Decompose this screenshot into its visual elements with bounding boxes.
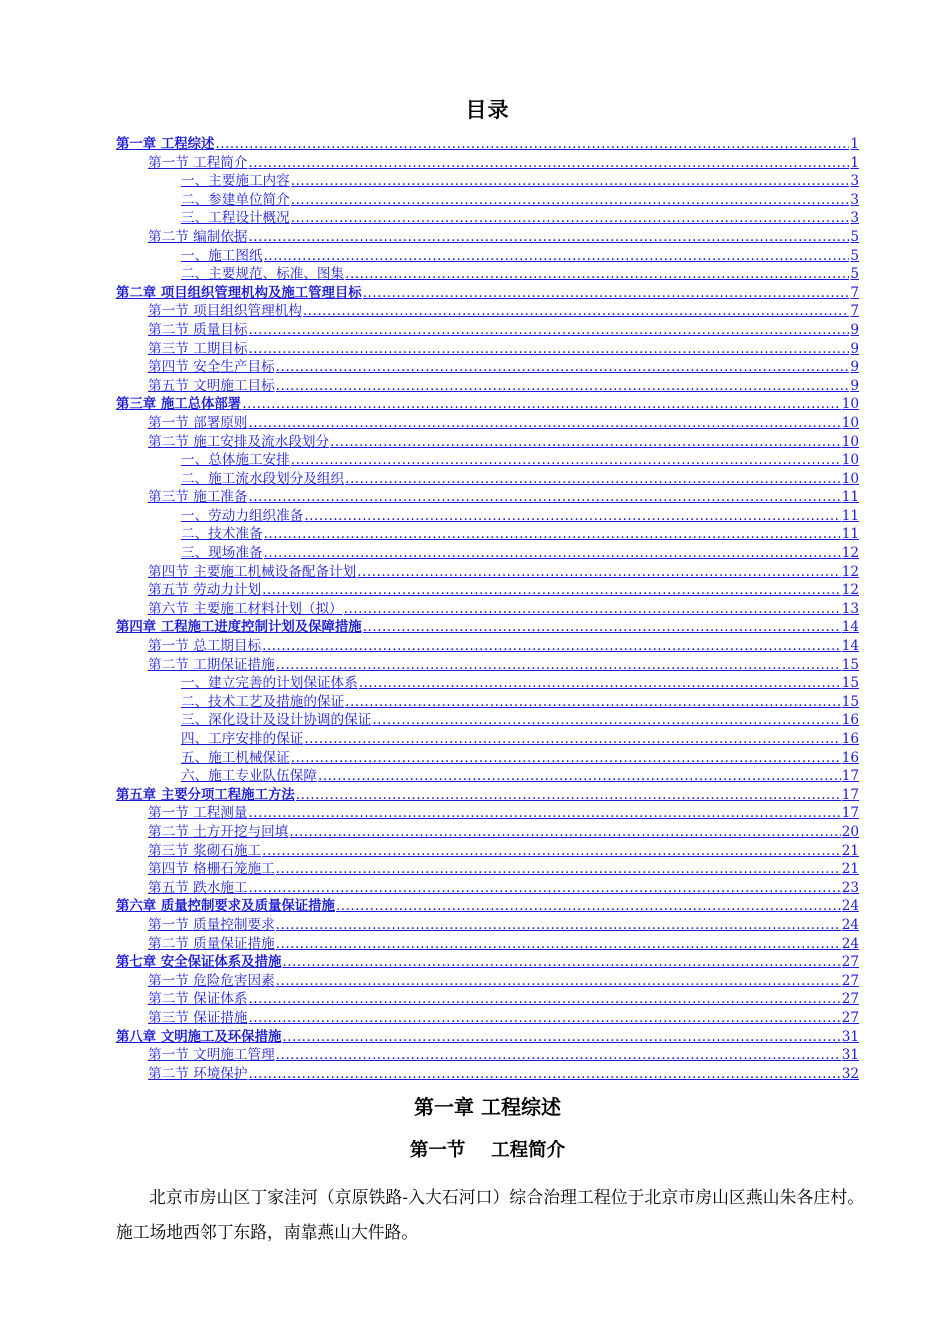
toc-entry-page: 20 [841, 823, 859, 840]
toc-entry-page: 11 [841, 489, 859, 506]
toc-leader-dots [345, 693, 841, 712]
toc-entry[interactable] [116, 990, 859, 1009]
toc-entry-page: 32 [841, 1065, 859, 1082]
toc-title: 目录 [465, 98, 510, 122]
toc-entry-page: 27 [841, 954, 859, 971]
toc-leader-dots [276, 916, 841, 935]
toc-entry[interactable] [116, 507, 859, 526]
toc-leader-dots [344, 600, 841, 619]
toc-entry[interactable] [116, 172, 859, 191]
toc-leader-dots [248, 414, 840, 433]
toc-entry[interactable] [116, 544, 859, 563]
toc-entry[interactable] [116, 302, 859, 321]
toc-entry-page: 27 [841, 991, 859, 1008]
toc-leader-dots [248, 1009, 840, 1028]
toc-leader-dots [345, 470, 841, 489]
toc-leader-dots [304, 507, 840, 526]
toc-entry-title: 第二章 项目组织管理机构及施工管理目标 [116, 285, 362, 301]
toc-entry[interactable] [116, 377, 859, 396]
toc-entry-title: 三、深化设计及设计协调的保证 [181, 712, 372, 729]
toc-entry-page: 13 [841, 600, 859, 617]
toc-leader-dots [248, 879, 840, 898]
toc-entry-title: 第一节 工程简介 [148, 154, 248, 171]
toc-leader-dots [264, 525, 841, 544]
toc-leader-dots [372, 711, 840, 730]
toc-entry[interactable] [116, 265, 859, 284]
toc-leader-dots [357, 563, 840, 582]
toc-entry-title: 第五节 跌水施工 [148, 879, 248, 896]
toc-entry-title: 第四节 安全生产目标 [148, 359, 275, 376]
toc-entry-page: 24 [841, 898, 859, 915]
toc-entry-page: 14 [841, 619, 859, 636]
toc-entry[interactable] [116, 321, 859, 340]
toc-entry-title: 第一节 质量控制要求 [148, 916, 275, 933]
toc-entry[interactable] [116, 488, 859, 507]
toc-entry[interactable] [116, 451, 859, 470]
toc-entry-title: 第二节 质量保证措施 [148, 935, 275, 952]
toc-entry[interactable] [116, 804, 859, 823]
toc-leader-dots [262, 637, 841, 656]
toc-entry-page: 10 [841, 396, 859, 413]
toc-entry-title: 第五节 文明施工目标 [148, 377, 275, 394]
toc-leader-dots [303, 302, 849, 321]
toc-entry-page: 17 [841, 805, 859, 822]
toc-entry[interactable] [116, 563, 859, 582]
toc-entry-title: 第一章 工程综述 [116, 137, 215, 152]
toc-entry[interactable] [116, 525, 859, 544]
toc-entry[interactable] [116, 135, 859, 154]
toc-entry-title: 第二节 施工安排及流水段划分 [148, 433, 330, 450]
toc-entry-page: 10 [841, 470, 859, 487]
toc-entry-title: 三、工程设计概况 [181, 210, 290, 227]
toc-entry[interactable] [116, 637, 859, 656]
toc-leader-dots [276, 860, 841, 879]
toc-entry-title: 第三节 保证措施 [148, 1009, 248, 1026]
toc-entry-title: 第一节 总工期目标 [148, 638, 262, 655]
toc-entry-page: 24 [841, 916, 859, 933]
toc-entry[interactable] [116, 674, 859, 693]
toc-entry-title: 一、总体施工安排 [181, 452, 290, 469]
toc-entry-title: 第二节 土方开挖与回填 [148, 823, 289, 840]
toc-entry-page: 9 [850, 377, 859, 394]
toc-entry-page: 3 [850, 210, 859, 227]
toc-entry-page: 12 [841, 582, 859, 599]
toc-leader-dots [248, 804, 840, 823]
toc-entry-page: 21 [841, 842, 859, 859]
toc-entry[interactable] [116, 191, 859, 210]
toc-entry-page: 5 [850, 266, 859, 283]
section-heading: 第一节 工程简介 [409, 1140, 566, 1161]
toc-leader-dots [363, 284, 850, 303]
toc-entry[interactable] [116, 879, 859, 898]
toc-entry[interactable] [116, 414, 859, 433]
toc-entry[interactable] [116, 749, 859, 768]
toc-entry[interactable] [116, 711, 859, 730]
toc-leader-dots [330, 433, 841, 452]
toc-entry[interactable] [116, 823, 859, 842]
toc-entry-title: 第三章 施工总体部署 [116, 397, 242, 413]
toc-entry[interactable] [116, 953, 859, 972]
toc-entry-page: 5 [850, 247, 859, 264]
toc-entry-page: 31 [841, 1047, 859, 1064]
toc-entry-page: 14 [841, 638, 859, 655]
toc-entry-title: 二、主要规范、标准、图集 [181, 266, 345, 283]
toc-leader-dots [276, 972, 841, 991]
toc-leader-dots [359, 674, 841, 693]
toc-entry-page: 15 [841, 675, 859, 692]
toc-entry-page: 10 [841, 414, 859, 431]
toc-entry-page: 16 [841, 749, 859, 766]
toc-entry-page: 9 [850, 340, 859, 357]
toc-entry[interactable] [116, 433, 859, 452]
toc-entry-title: 第六章 质量控制要求及质量保证措施 [116, 899, 335, 915]
toc-leader-dots [318, 767, 841, 786]
toc-entry-page: 1 [850, 154, 859, 171]
toc-entry-title: 第三节 浆砌石施工 [148, 842, 262, 859]
table-of-contents [116, 135, 859, 1083]
toc-leader-dots [291, 749, 841, 768]
toc-entry-page: 9 [850, 359, 859, 376]
toc-entry[interactable] [116, 247, 859, 266]
toc-entry-page: 16 [841, 712, 859, 729]
toc-leader-dots [276, 1046, 841, 1065]
toc-entry[interactable] [116, 730, 859, 749]
toc-entry-title: 第五节 劳动力计划 [148, 582, 262, 599]
toc-entry-page: 1 [850, 136, 859, 152]
toc-entry[interactable] [116, 470, 859, 489]
toc-entry-page: 10 [841, 452, 859, 469]
toc-entry[interactable] [116, 209, 859, 228]
toc-leader-dots [291, 451, 841, 470]
toc-entry[interactable] [116, 154, 859, 173]
toc-entry[interactable] [116, 897, 859, 916]
toc-entry[interactable] [116, 358, 859, 377]
toc-leader-dots [248, 1065, 840, 1084]
toc-entry-title: 第二节 工期保证措施 [148, 656, 275, 673]
toc-leader-dots [289, 823, 840, 842]
toc-leader-dots [248, 990, 840, 1009]
toc-entry-title: 二、参建单位简介 [181, 191, 290, 208]
toc-leader-dots [291, 209, 850, 228]
toc-leader-dots [282, 953, 840, 972]
toc-entry[interactable] [116, 284, 859, 303]
toc-leader-dots [248, 321, 849, 340]
toc-leader-dots [276, 656, 841, 675]
toc-entry[interactable] [116, 618, 859, 637]
toc-entry-page: 7 [850, 284, 859, 301]
toc-leader-dots [248, 154, 849, 173]
toc-entry-page: 12 [841, 563, 859, 580]
toc-entry-title: 一、劳动力组织准备 [181, 507, 304, 524]
toc-entry-title: 第二节 保证体系 [148, 991, 248, 1008]
toc-entry-title: 四、工序安排的保证 [181, 731, 304, 747]
toc-entry-page: 23 [841, 879, 859, 896]
toc-entry[interactable] [116, 916, 859, 935]
toc-entry[interactable] [116, 395, 859, 414]
toc-entry[interactable] [116, 600, 859, 619]
toc-leader-dots [262, 842, 841, 861]
toc-entry[interactable] [116, 1065, 859, 1084]
toc-entry-title: 二、施工流水段划分及组织 [181, 470, 345, 487]
toc-entry[interactable] [116, 656, 859, 675]
toc-entry-page: 27 [841, 1009, 859, 1026]
body-paragraph: 北京市房山区丁家洼河（京原铁路-入大石河口）综合治理工程位于北京市房山区燕山朱各庄村。施工场地西邻丁东路，南靠燕山大件路。 [116, 1187, 864, 1242]
toc-leader-dots [242, 395, 841, 414]
toc-entry-page: 17 [841, 786, 859, 803]
toc-entry[interactable] [116, 1046, 859, 1065]
toc-leader-dots [345, 265, 849, 284]
toc-entry[interactable] [116, 786, 859, 805]
toc-leader-dots [296, 786, 841, 805]
toc-entry-page: 9 [850, 321, 859, 338]
toc-entry-page: 10 [841, 433, 859, 450]
toc-entry-page: 21 [841, 861, 859, 878]
toc-leader-dots [291, 191, 850, 210]
toc-entry-title: 一、施工图纸 [181, 247, 263, 264]
toc-entry-title: 第二节 质量目标 [148, 321, 248, 338]
toc-entry-title: 五、施工机械保证 [181, 749, 290, 766]
toc-entry-page: 3 [850, 173, 859, 190]
toc-entry-page: 31 [841, 1028, 859, 1045]
toc-leader-dots [276, 358, 850, 377]
toc-entry[interactable] [116, 1028, 859, 1047]
toc-entry-page: 12 [841, 545, 859, 562]
toc-leader-dots [363, 618, 841, 637]
toc-entry[interactable] [116, 767, 859, 786]
toc-entry-page: 16 [841, 731, 859, 747]
toc-entry-page: 11 [841, 507, 859, 524]
toc-entry[interactable] [116, 228, 859, 247]
toc-entry-title: 第一节 工程测量 [148, 805, 248, 822]
toc-entry-page: 15 [841, 693, 859, 710]
toc-entry[interactable] [116, 340, 859, 359]
toc-entry-title: 第四章 工程施工进度控制计划及保障措施 [116, 620, 362, 636]
toc-entry-title: 二、技术准备 [181, 526, 263, 543]
toc-entry-title: 六、施工专业队伍保障 [181, 768, 317, 785]
toc-entry-title: 二、技术工艺及措施的保证 [181, 693, 345, 710]
toc-entry-page: 24 [841, 935, 859, 952]
toc-entry-title: 第四节 主要施工机械设备配备计划 [148, 563, 357, 580]
toc-leader-dots [264, 544, 841, 563]
toc-entry[interactable] [116, 581, 859, 600]
toc-entry-title: 第八章 文明施工及环保措施 [116, 1029, 282, 1045]
toc-entry[interactable] [116, 972, 859, 991]
toc-leader-dots [291, 172, 850, 191]
toc-entry[interactable] [116, 1009, 859, 1028]
toc-leader-dots [248, 340, 849, 359]
toc-leader-dots [276, 377, 850, 396]
toc-entry-page: 27 [841, 972, 859, 989]
toc-entry-title: 一、建立完善的计划保证体系 [181, 675, 358, 692]
toc-entry[interactable] [116, 693, 859, 712]
toc-leader-dots [282, 1028, 840, 1047]
toc-entry-page: 15 [841, 656, 859, 673]
toc-leader-dots [248, 228, 849, 247]
toc-entry-title: 三、现场准备 [181, 545, 263, 562]
toc-entry-page: 5 [850, 228, 859, 245]
toc-leader-dots [215, 135, 849, 154]
toc-leader-dots [248, 488, 840, 507]
toc-leader-dots [262, 581, 841, 600]
toc-entry-title: 第二节 编制依据 [148, 228, 248, 245]
toc-entry[interactable] [116, 935, 859, 954]
toc-entry-page: 7 [850, 303, 859, 320]
toc-entry-page: 11 [841, 526, 859, 543]
toc-entry-title: 第一节 项目组织管理机构 [148, 303, 302, 320]
toc-entry-title: 第一节 文明施工管理 [148, 1047, 275, 1064]
toc-entry-title: 第一节 部署原则 [148, 414, 248, 431]
toc-entry-title: 第三节 工期目标 [148, 340, 248, 357]
toc-leader-dots [276, 935, 841, 954]
toc-entry-page: 3 [850, 191, 859, 208]
toc-entry-page: 17 [841, 768, 859, 785]
toc-entry-title: 第一节 危险危害因素 [148, 972, 275, 989]
toc-entry-title: 第四节 格栅石笼施工 [148, 861, 275, 878]
toc-leader-dots [264, 247, 850, 266]
toc-entry-title: 第六节 主要施工材料计划（拟） [148, 600, 343, 617]
toc-entry-title: 第三节 施工准备 [148, 489, 248, 506]
toc-leader-dots [304, 730, 840, 749]
toc-entry[interactable] [116, 842, 859, 861]
toc-entry-title: 第二节 环境保护 [148, 1065, 248, 1082]
toc-entry-title: 第七章 安全保证体系及措施 [116, 955, 282, 971]
chapter-heading: 第一章 工程综述 [414, 1095, 561, 1119]
toc-entry-title: 一、主要施工内容 [181, 173, 290, 190]
toc-leader-dots [336, 897, 841, 916]
toc-entry[interactable] [116, 860, 859, 879]
toc-entry-title: 第五章 主要分项工程施工方法 [116, 787, 295, 803]
